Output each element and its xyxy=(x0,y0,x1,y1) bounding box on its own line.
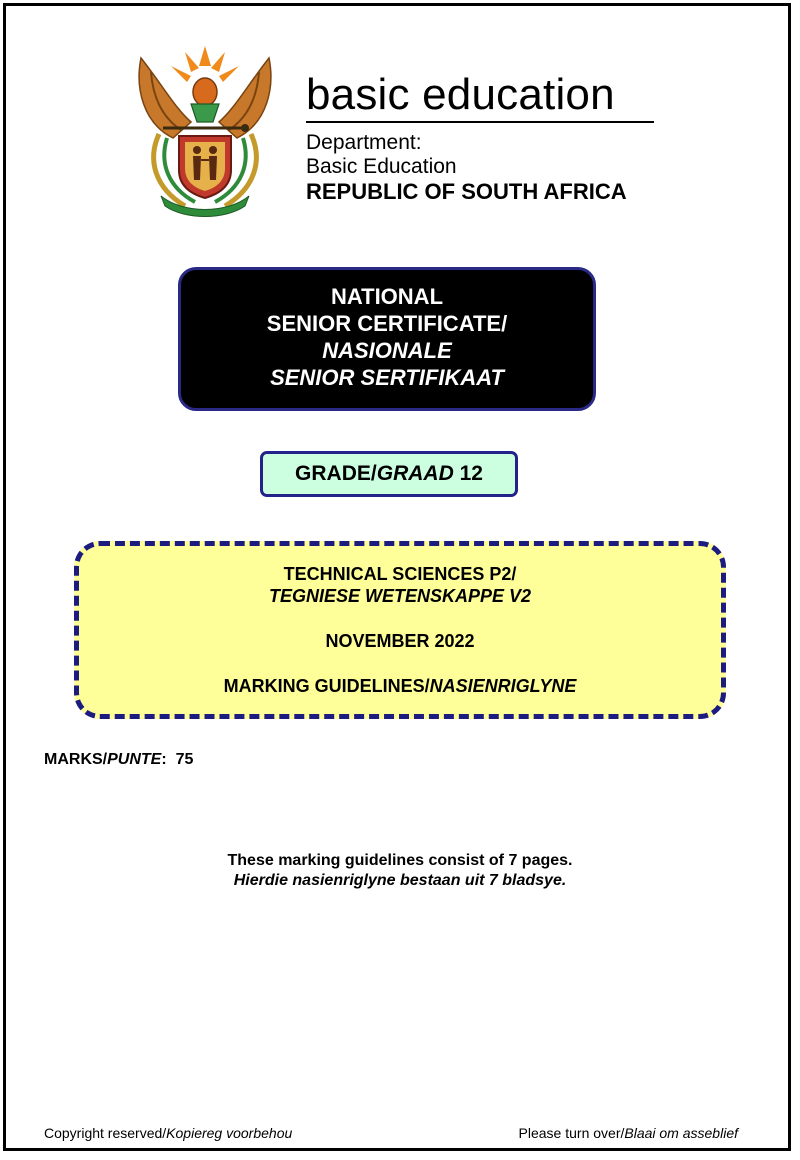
exam-date: NOVEMBER 2022 xyxy=(325,631,475,651)
turn-over-label-af: Blaai om asseblief xyxy=(624,1125,738,1141)
grade-number: 12 xyxy=(459,462,483,485)
subject-title: TECHNICAL SCIENCES P2/ xyxy=(283,564,517,584)
copyright-label: Copyright reserved/ xyxy=(44,1125,167,1141)
turn-over-label: Please turn over/ xyxy=(518,1125,625,1141)
marks-colon: : xyxy=(161,751,167,768)
certificate-line-1: NATIONAL xyxy=(330,284,444,309)
certificate-line-4: SENIOR SERTIFIKAAT xyxy=(270,365,504,390)
certificate-banner xyxy=(178,267,596,411)
page-count-note xyxy=(0,851,800,891)
copyright-footer xyxy=(44,1125,292,1141)
coat-of-arms-icon xyxy=(133,38,277,218)
total-marks xyxy=(44,751,193,769)
marks-label: MARKS/ xyxy=(44,751,108,768)
page-count-af: Hierdie nasienriglyne bestaan uit 7 bladsye. xyxy=(233,872,567,889)
copyright-label-af: Kopiereg voorbehou xyxy=(166,1125,293,1141)
marks-value: 75 xyxy=(175,751,194,768)
department-name: Basic Education xyxy=(306,155,457,178)
certificate-line-3: NASIONALE xyxy=(322,338,452,363)
guidelines-title xyxy=(79,675,721,697)
department-label: Department: xyxy=(306,131,422,154)
guidelines-label-af: NASIENRIGLYNE xyxy=(429,676,577,696)
page-count-en: These marking guidelines consist of 7 pages. xyxy=(227,852,573,869)
grade-label: GRADE/ xyxy=(295,462,377,485)
subject-title-af: TEGNIESE WETENSKAPPE V2 xyxy=(268,586,532,606)
brand-title: basic education xyxy=(306,70,654,123)
department-brand xyxy=(306,70,654,205)
country-name: REPUBLIC OF SOUTH AFRICA xyxy=(306,179,627,204)
subject-panel xyxy=(74,541,726,719)
marks-label-af: PUNTE xyxy=(107,751,162,768)
grade-badge xyxy=(260,451,518,497)
grade-label-af: GRAAD xyxy=(376,462,454,485)
certificate-line-2: SENIOR CERTIFICATE/ xyxy=(266,311,508,336)
guidelines-label: MARKING GUIDELINES/ xyxy=(223,676,430,696)
turn-over-footer xyxy=(519,1125,738,1141)
